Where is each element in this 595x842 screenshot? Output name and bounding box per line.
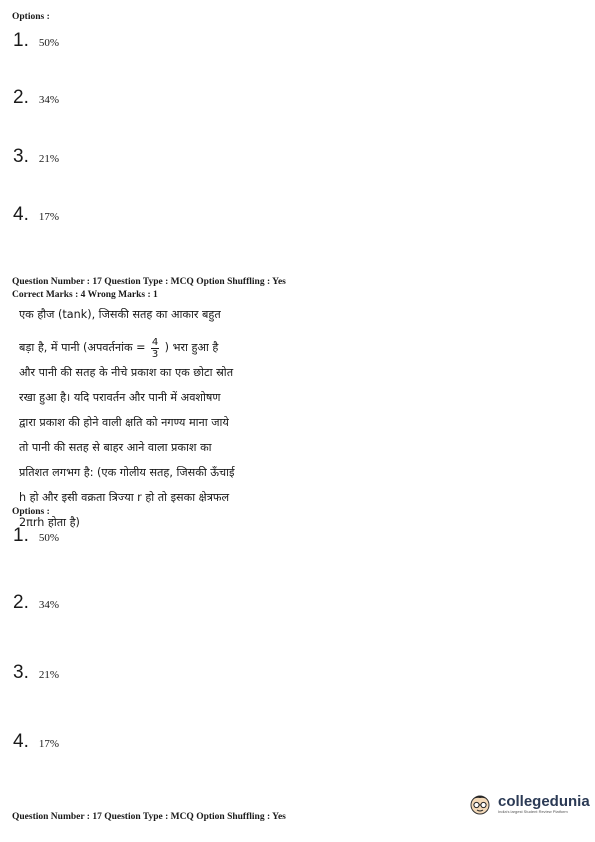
- marks-meta: Correct Marks : 4 Wrong Marks : 1: [12, 290, 158, 300]
- logo-tagline: India's largest Student Review Platform: [498, 809, 568, 814]
- option-value: 34%: [38, 599, 60, 611]
- options-label: Options :: [12, 12, 50, 22]
- option-number: 1.: [13, 30, 29, 51]
- question-line: द्वारा प्रकाश की होने वाली क्षति को नगण्य माना जाये: [19, 416, 229, 429]
- option-3[interactable]: [13, 146, 59, 168]
- option-value: 17%: [38, 738, 60, 750]
- option-value: 21%: [38, 669, 60, 681]
- question-meta: Question Number : 17 Question Type : MCQ Option Shuffling : Yes: [12, 277, 286, 287]
- logo-name: collegedunia: [498, 793, 590, 810]
- question-line: तो पानी की सतह से बाहर आने वाला प्रकाश का: [19, 441, 212, 454]
- fraction-denominator: 3: [151, 348, 159, 360]
- option-number: 3.: [13, 146, 29, 167]
- option-2[interactable]: [13, 592, 59, 614]
- option-2[interactable]: [13, 87, 59, 109]
- fraction-numerator: 4: [151, 336, 159, 348]
- question-text: [19, 302, 269, 535]
- option-1[interactable]: [13, 525, 59, 547]
- option-number: 2.: [13, 592, 29, 613]
- option-value: 17%: [38, 211, 60, 223]
- option-number: 4.: [13, 731, 29, 752]
- option-value: 50%: [38, 532, 60, 544]
- question-line-part: बड़ा है, में पानी (अपवर्तनांक =: [19, 341, 146, 354]
- footer-question-meta: Question Number : 17 Question Type : MCQ Option Shuffling : Yes: [12, 812, 286, 822]
- options-label: Options :: [12, 507, 50, 517]
- mascot-icon: [466, 790, 494, 818]
- option-value: 21%: [38, 153, 60, 165]
- option-number: 3.: [13, 662, 29, 683]
- collegedunia-logo: [466, 790, 590, 818]
- option-4[interactable]: [13, 204, 59, 226]
- question-line: रखा हुआ है। यदि परावर्तन और पानी में अवशोषण: [19, 391, 221, 404]
- refractive-index-fraction: [151, 337, 159, 360]
- question-line: और पानी की सतह के नीचे प्रकाश का एक छोटा स्रोत: [19, 366, 234, 379]
- question-line: 2πrh होता है): [19, 516, 80, 529]
- option-value: 50%: [38, 37, 60, 49]
- option-number: 2.: [13, 87, 29, 108]
- option-3[interactable]: [13, 662, 59, 684]
- option-number: 4.: [13, 204, 29, 225]
- question-line-part: ) भरा हुआ है: [164, 341, 219, 354]
- question-line: [19, 335, 269, 360]
- option-1[interactable]: [13, 30, 59, 52]
- option-4[interactable]: [13, 731, 59, 753]
- question-line: एक हौज (tank), जिसकी सतह का आकार बहुत: [19, 308, 221, 321]
- question-line: h हो और इसी वक्रता त्रिज्या r हो तो इसका क्षेत्रफल: [19, 491, 230, 504]
- option-number: 1.: [13, 525, 29, 546]
- option-value: 34%: [38, 94, 60, 106]
- question-line: प्रतिशत लगभग है: (एक गोलीय सतह, जिसकी ऊँचाई: [19, 466, 235, 479]
